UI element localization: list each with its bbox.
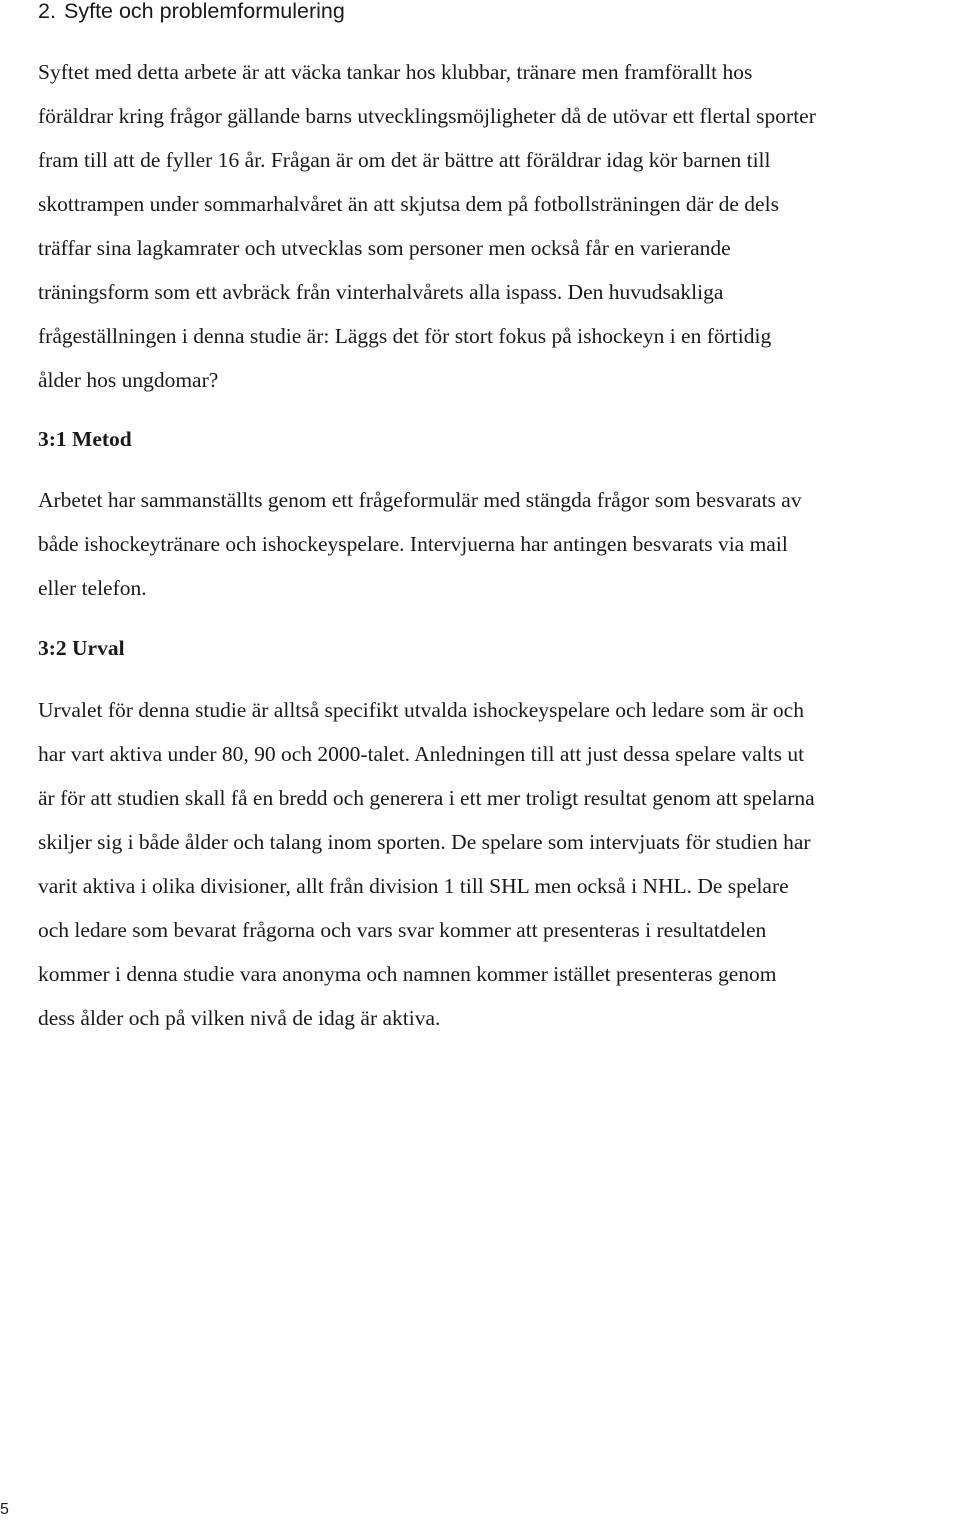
selection-subheading: 3:2 Urval <box>38 636 125 660</box>
text-line: är för att studien skall få en bredd och generera i ett mer troligt resultat genom att spelarna <box>38 786 815 810</box>
section-heading <box>38 0 345 25</box>
text-line: föräldrar kring frågor gällande barns utvecklingsmöjligheter då de utövar ett flertal sporter <box>38 104 816 128</box>
text-line: kommer i denna studie vara anonyma och namnen kommer istället presenteras genom <box>38 962 777 986</box>
text-line: ålder hos ungdomar? <box>38 368 219 392</box>
text-line: både ishockeytränare och ishockeyspelare. Intervjuerna har antingen besvarats via mail <box>38 532 788 556</box>
section-number: 2. <box>38 0 56 23</box>
page-number: 5 <box>0 1501 9 1518</box>
text-line: träningsform som ett avbräck från vinterhalvårets alla ispass. Den huvudsakliga <box>38 280 724 304</box>
text-line: Syftet med detta arbete är att väcka tankar hos klubbar, tränare men framförallt hos <box>38 60 753 84</box>
selection-paragraph <box>38 688 815 1040</box>
text-line: skottrampen under sommarhalvåret än att skjutsa dem på fotbollsträningen där de dels <box>38 192 779 216</box>
section-title: Syfte och problemformulering <box>64 0 345 23</box>
text-line: frågeställningen i denna studie är: Läggs det för stort fokus på ishockeyn i en förtidig <box>38 324 772 348</box>
text-line: träffar sina lagkamrater och utvecklas som personer men också får en varierande <box>38 236 731 260</box>
text-line: fram till att de fyller 16 år. Frågan är om det är bättre att föräldrar idag kör barnen till <box>38 148 771 172</box>
purpose-paragraph <box>38 50 816 402</box>
text-line: dess ålder och på vilken nivå de idag är aktiva. <box>38 1006 441 1030</box>
text-line: har vart aktiva under 80, 90 och 2000-talet. Anledningen till att just dessa spelare valts ut <box>38 742 805 766</box>
text-line: varit aktiva i olika divisioner, allt från division 1 till SHL men också i NHL. De spelare <box>38 874 789 898</box>
text-line: Arbetet har sammanställts genom ett frågeformulär med stängda frågor som besvarats av <box>38 488 802 512</box>
text-line: skiljer sig i både ålder och talang inom sporten. De spelare som intervjuats för studien har <box>38 830 811 854</box>
text-line: Urvalet för denna studie är alltså specifikt utvalda ishockeyspelare och ledare som är och <box>38 698 804 722</box>
method-subheading: 3:1 Metod <box>38 427 132 451</box>
text-line: och ledare som bevarat frågorna och vars svar kommer att presenteras i resultatdelen <box>38 918 767 942</box>
method-paragraph <box>38 478 802 610</box>
text-line: eller telefon. <box>38 576 147 600</box>
